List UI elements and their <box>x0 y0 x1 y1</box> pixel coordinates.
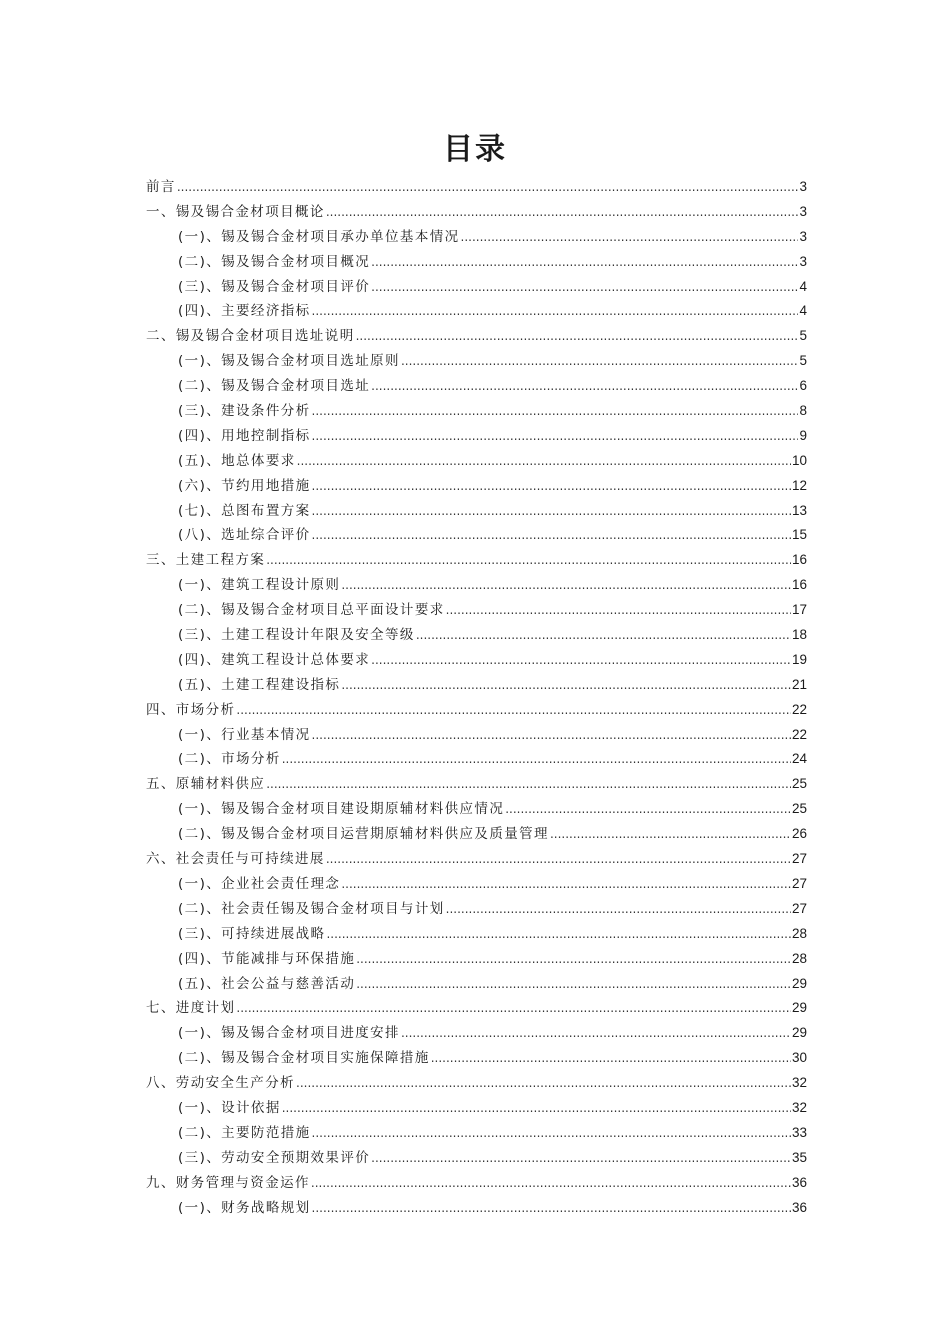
toc-entry[interactable] <box>146 723 807 748</box>
toc-entry[interactable] <box>146 797 807 822</box>
toc-entry-page-number: 12 <box>791 477 807 493</box>
dot-leader <box>326 927 791 941</box>
toc-entry-label: (二)、锡及锡合金材项目总平面设计要求 <box>178 602 445 619</box>
toc-entry-page-number: 3 <box>799 228 807 244</box>
toc-entry-page-number: 27 <box>791 900 807 916</box>
toc-entry[interactable] <box>146 275 807 300</box>
toc-entry-page-number: 32 <box>791 1075 807 1091</box>
toc-entry-page-number: 21 <box>791 676 807 692</box>
dot-leader <box>461 230 799 244</box>
toc-entry-page-number: 4 <box>799 278 807 294</box>
toc-entry-label: 二、锡及锡合金材项目选址说明 <box>146 328 355 345</box>
toc-entry-page-number: 8 <box>799 403 807 419</box>
toc-entry[interactable] <box>146 349 807 374</box>
dot-leader <box>416 628 791 642</box>
toc-entry-label: (一)、设计依据 <box>178 1099 281 1116</box>
dot-leader <box>177 180 799 194</box>
toc-entry[interactable] <box>146 822 807 847</box>
toc-entry[interactable] <box>146 1046 807 1071</box>
toc-entry-page-number: 36 <box>791 1174 807 1190</box>
toc-entry-label: (一)、企业社会责任理念 <box>178 875 341 892</box>
toc-entry[interactable] <box>146 1146 807 1171</box>
toc-entry[interactable] <box>146 374 807 399</box>
toc-entry-label: (五)、社会公益与慈善活动 <box>178 975 356 992</box>
dot-leader <box>341 877 791 891</box>
toc-entry-label: (五)、地总体要求 <box>178 452 296 469</box>
toc-entry[interactable] <box>146 299 807 324</box>
toc-entry-label: (一)、建筑工程设计原则 <box>178 577 341 594</box>
toc-entry-page-number: 29 <box>791 1025 807 1041</box>
dot-leader <box>266 553 791 567</box>
toc-entry[interactable] <box>146 698 807 723</box>
toc-entry-label: (五)、土建工程建设指标 <box>178 676 341 693</box>
toc-entry-page-number: 25 <box>791 776 807 792</box>
toc-entry[interactable] <box>146 573 807 598</box>
dot-leader <box>312 479 791 493</box>
toc-entry-label: 一、锡及锡合金材项目概论 <box>146 203 325 220</box>
toc-entry[interactable] <box>146 1021 807 1046</box>
toc-entry-label: (一)、锡及锡合金材项目承办单位基本情况 <box>178 228 460 245</box>
toc-entry-label: (三)、土建工程设计年限及安全等级 <box>178 627 415 644</box>
toc-entry[interactable] <box>146 474 807 499</box>
toc-entry[interactable] <box>146 847 807 872</box>
dot-leader <box>266 777 791 791</box>
toc-entry-page-number: 29 <box>791 975 807 991</box>
toc-entry-label: (三)、建设条件分析 <box>178 403 311 420</box>
toc-entry-page-number: 16 <box>791 577 807 593</box>
dot-leader <box>236 703 791 717</box>
toc-title: 目录 <box>443 132 507 167</box>
toc-entry[interactable] <box>146 499 807 524</box>
dot-leader <box>312 1201 791 1215</box>
toc-entry[interactable] <box>146 1196 807 1221</box>
dot-leader <box>326 852 791 866</box>
toc-entry-label: (八)、选址综合评价 <box>178 527 311 544</box>
toc-entry[interactable] <box>146 1121 807 1146</box>
dot-leader <box>341 678 791 692</box>
dot-leader <box>356 977 791 991</box>
toc-entry[interactable] <box>146 623 807 648</box>
toc-entry-label: (七)、总图布置方案 <box>178 502 311 519</box>
toc-entry-page-number: 27 <box>791 851 807 867</box>
dot-leader <box>505 802 791 816</box>
toc-entry-label: (三)、可持续进展战略 <box>178 925 326 942</box>
toc-entry-label: (二)、主要防范措施 <box>178 1124 311 1141</box>
toc-entry-page-number: 4 <box>799 303 807 319</box>
dot-leader <box>446 603 791 617</box>
dot-leader <box>371 1151 791 1165</box>
toc-entry-page-number: 19 <box>791 651 807 667</box>
dot-leader <box>312 404 799 418</box>
toc-entry-label: (二)、锡及锡合金材项目概况 <box>178 253 371 270</box>
toc-entry-page-number: 29 <box>791 1000 807 1016</box>
toc-entry[interactable] <box>146 250 807 275</box>
toc-entry-label: 三、土建工程方案 <box>146 552 266 569</box>
toc-entry-page-number: 26 <box>791 826 807 842</box>
dot-leader <box>550 827 791 841</box>
dot-leader <box>356 329 799 343</box>
toc-entry-page-number: 25 <box>791 801 807 817</box>
toc-entry-label: 六、社会责任与可持续进展 <box>146 851 325 868</box>
toc-entry[interactable] <box>146 200 807 225</box>
dot-leader <box>312 1126 791 1140</box>
toc-entry-label: (三)、劳动安全预期效果评价 <box>178 1149 371 1166</box>
dot-leader <box>312 728 791 742</box>
toc-entry[interactable] <box>146 225 807 250</box>
toc-entry-label: (一)、锡及锡合金材项目进度安排 <box>178 1025 400 1042</box>
dot-leader <box>296 1076 791 1090</box>
toc-entry-label: (一)、锡及锡合金材项目选址原则 <box>178 353 400 370</box>
toc-entry-page-number: 35 <box>791 1149 807 1165</box>
toc-entry-label: (四)、建筑工程设计总体要求 <box>178 651 371 668</box>
toc-entry[interactable] <box>146 523 807 548</box>
table-of-contents <box>146 175 807 1220</box>
toc-entry-page-number: 3 <box>799 203 807 219</box>
toc-entry[interactable] <box>146 449 807 474</box>
toc-entry-label: (一)、财务战略规划 <box>178 1199 311 1216</box>
toc-entry-page-number: 36 <box>791 1199 807 1215</box>
toc-entry-page-number: 3 <box>799 253 807 269</box>
toc-entry[interactable] <box>146 996 807 1021</box>
dot-leader <box>297 454 791 468</box>
toc-entry-page-number: 28 <box>791 950 807 966</box>
toc-entry-label: (四)、用地控制指标 <box>178 427 311 444</box>
toc-entry-page-number: 30 <box>791 1050 807 1066</box>
toc-entry[interactable] <box>146 1171 807 1196</box>
toc-entry[interactable] <box>146 772 807 797</box>
toc-entry[interactable] <box>146 1096 807 1121</box>
dot-leader <box>326 205 799 219</box>
toc-entry-label: (一)、行业基本情况 <box>178 726 311 743</box>
dot-leader <box>236 1001 791 1015</box>
toc-entry[interactable] <box>146 548 807 573</box>
toc-entry-page-number: 22 <box>791 701 807 717</box>
toc-entry-page-number: 33 <box>791 1124 807 1140</box>
toc-entry-label: 八、劳动安全生产分析 <box>146 1075 295 1092</box>
toc-entry-page-number: 3 <box>799 179 807 194</box>
toc-entry-label: (六)、节约用地措施 <box>178 477 311 494</box>
toc-entry[interactable] <box>146 175 807 200</box>
dot-leader <box>312 528 791 542</box>
dot-leader <box>312 504 791 518</box>
toc-entry-page-number: 16 <box>791 552 807 568</box>
toc-entry-page-number: 13 <box>791 502 807 518</box>
toc-entry-page-number: 24 <box>791 751 807 767</box>
toc-entry-label: (二)、社会责任锡及锡合金材项目与计划 <box>178 900 445 917</box>
toc-entry[interactable] <box>146 947 807 972</box>
dot-leader <box>282 1101 791 1115</box>
toc-entry-page-number: 9 <box>799 427 807 443</box>
toc-entry-label: (三)、锡及锡合金材项目评价 <box>178 278 371 295</box>
dot-leader <box>446 902 791 916</box>
toc-entry-page-number: 32 <box>791 1099 807 1115</box>
toc-entry[interactable] <box>146 922 807 947</box>
toc-entry-page-number: 5 <box>799 353 807 369</box>
dot-leader <box>371 653 791 667</box>
toc-entry-label: (四)、主要经济指标 <box>178 303 311 320</box>
dot-leader <box>401 354 799 368</box>
dot-leader <box>341 578 791 592</box>
toc-entry-page-number: 18 <box>791 627 807 643</box>
dot-leader <box>371 379 798 393</box>
toc-entry-page-number: 17 <box>791 602 807 618</box>
dot-leader <box>401 1026 791 1040</box>
toc-entry[interactable] <box>146 324 807 349</box>
toc-entry[interactable] <box>146 598 807 623</box>
dot-leader <box>282 752 791 766</box>
toc-entry[interactable] <box>146 424 807 449</box>
toc-entry[interactable] <box>146 673 807 698</box>
toc-entry-label: 五、原辅材料供应 <box>146 776 266 793</box>
toc-entry-label: (二)、锡及锡合金材项目实施保障措施 <box>178 1050 430 1067</box>
toc-entry[interactable] <box>146 872 807 897</box>
toc-entry-page-number: 10 <box>791 452 807 468</box>
toc-entry-label: (二)、市场分析 <box>178 751 281 768</box>
dot-leader <box>371 255 798 269</box>
dot-leader <box>311 1176 791 1190</box>
dot-leader <box>371 280 798 294</box>
toc-entry[interactable] <box>146 648 807 673</box>
toc-entry-label: 前言 <box>146 179 176 195</box>
toc-entry-label: 七、进度计划 <box>146 1000 236 1017</box>
toc-entry-label: (二)、锡及锡合金材项目运营期原辅材料供应及质量管理 <box>178 826 549 843</box>
toc-entry[interactable] <box>146 972 807 997</box>
toc-entry[interactable] <box>146 399 807 424</box>
toc-entry-page-number: 27 <box>791 875 807 891</box>
toc-entry-page-number: 15 <box>791 527 807 543</box>
toc-entry-page-number: 22 <box>791 726 807 742</box>
toc-entry-label: (一)、锡及锡合金材项目建设期原辅材料供应情况 <box>178 801 505 818</box>
toc-entry-page-number: 6 <box>799 378 807 394</box>
toc-entry-label: (四)、节能减排与环保措施 <box>178 950 356 967</box>
dot-leader <box>312 429 799 443</box>
toc-entry-label: 四、市场分析 <box>146 701 236 718</box>
toc-entry-page-number: 5 <box>799 328 807 344</box>
dot-leader <box>431 1051 791 1065</box>
toc-entry[interactable] <box>146 897 807 922</box>
dot-leader <box>312 304 799 318</box>
toc-entry-label: (二)、锡及锡合金材项目选址 <box>178 378 371 395</box>
toc-entry[interactable] <box>146 1071 807 1096</box>
toc-entry[interactable] <box>146 747 807 772</box>
dot-leader <box>356 952 791 966</box>
toc-entry-page-number: 28 <box>791 925 807 941</box>
toc-entry-label: 九、财务管理与资金运作 <box>146 1174 310 1191</box>
